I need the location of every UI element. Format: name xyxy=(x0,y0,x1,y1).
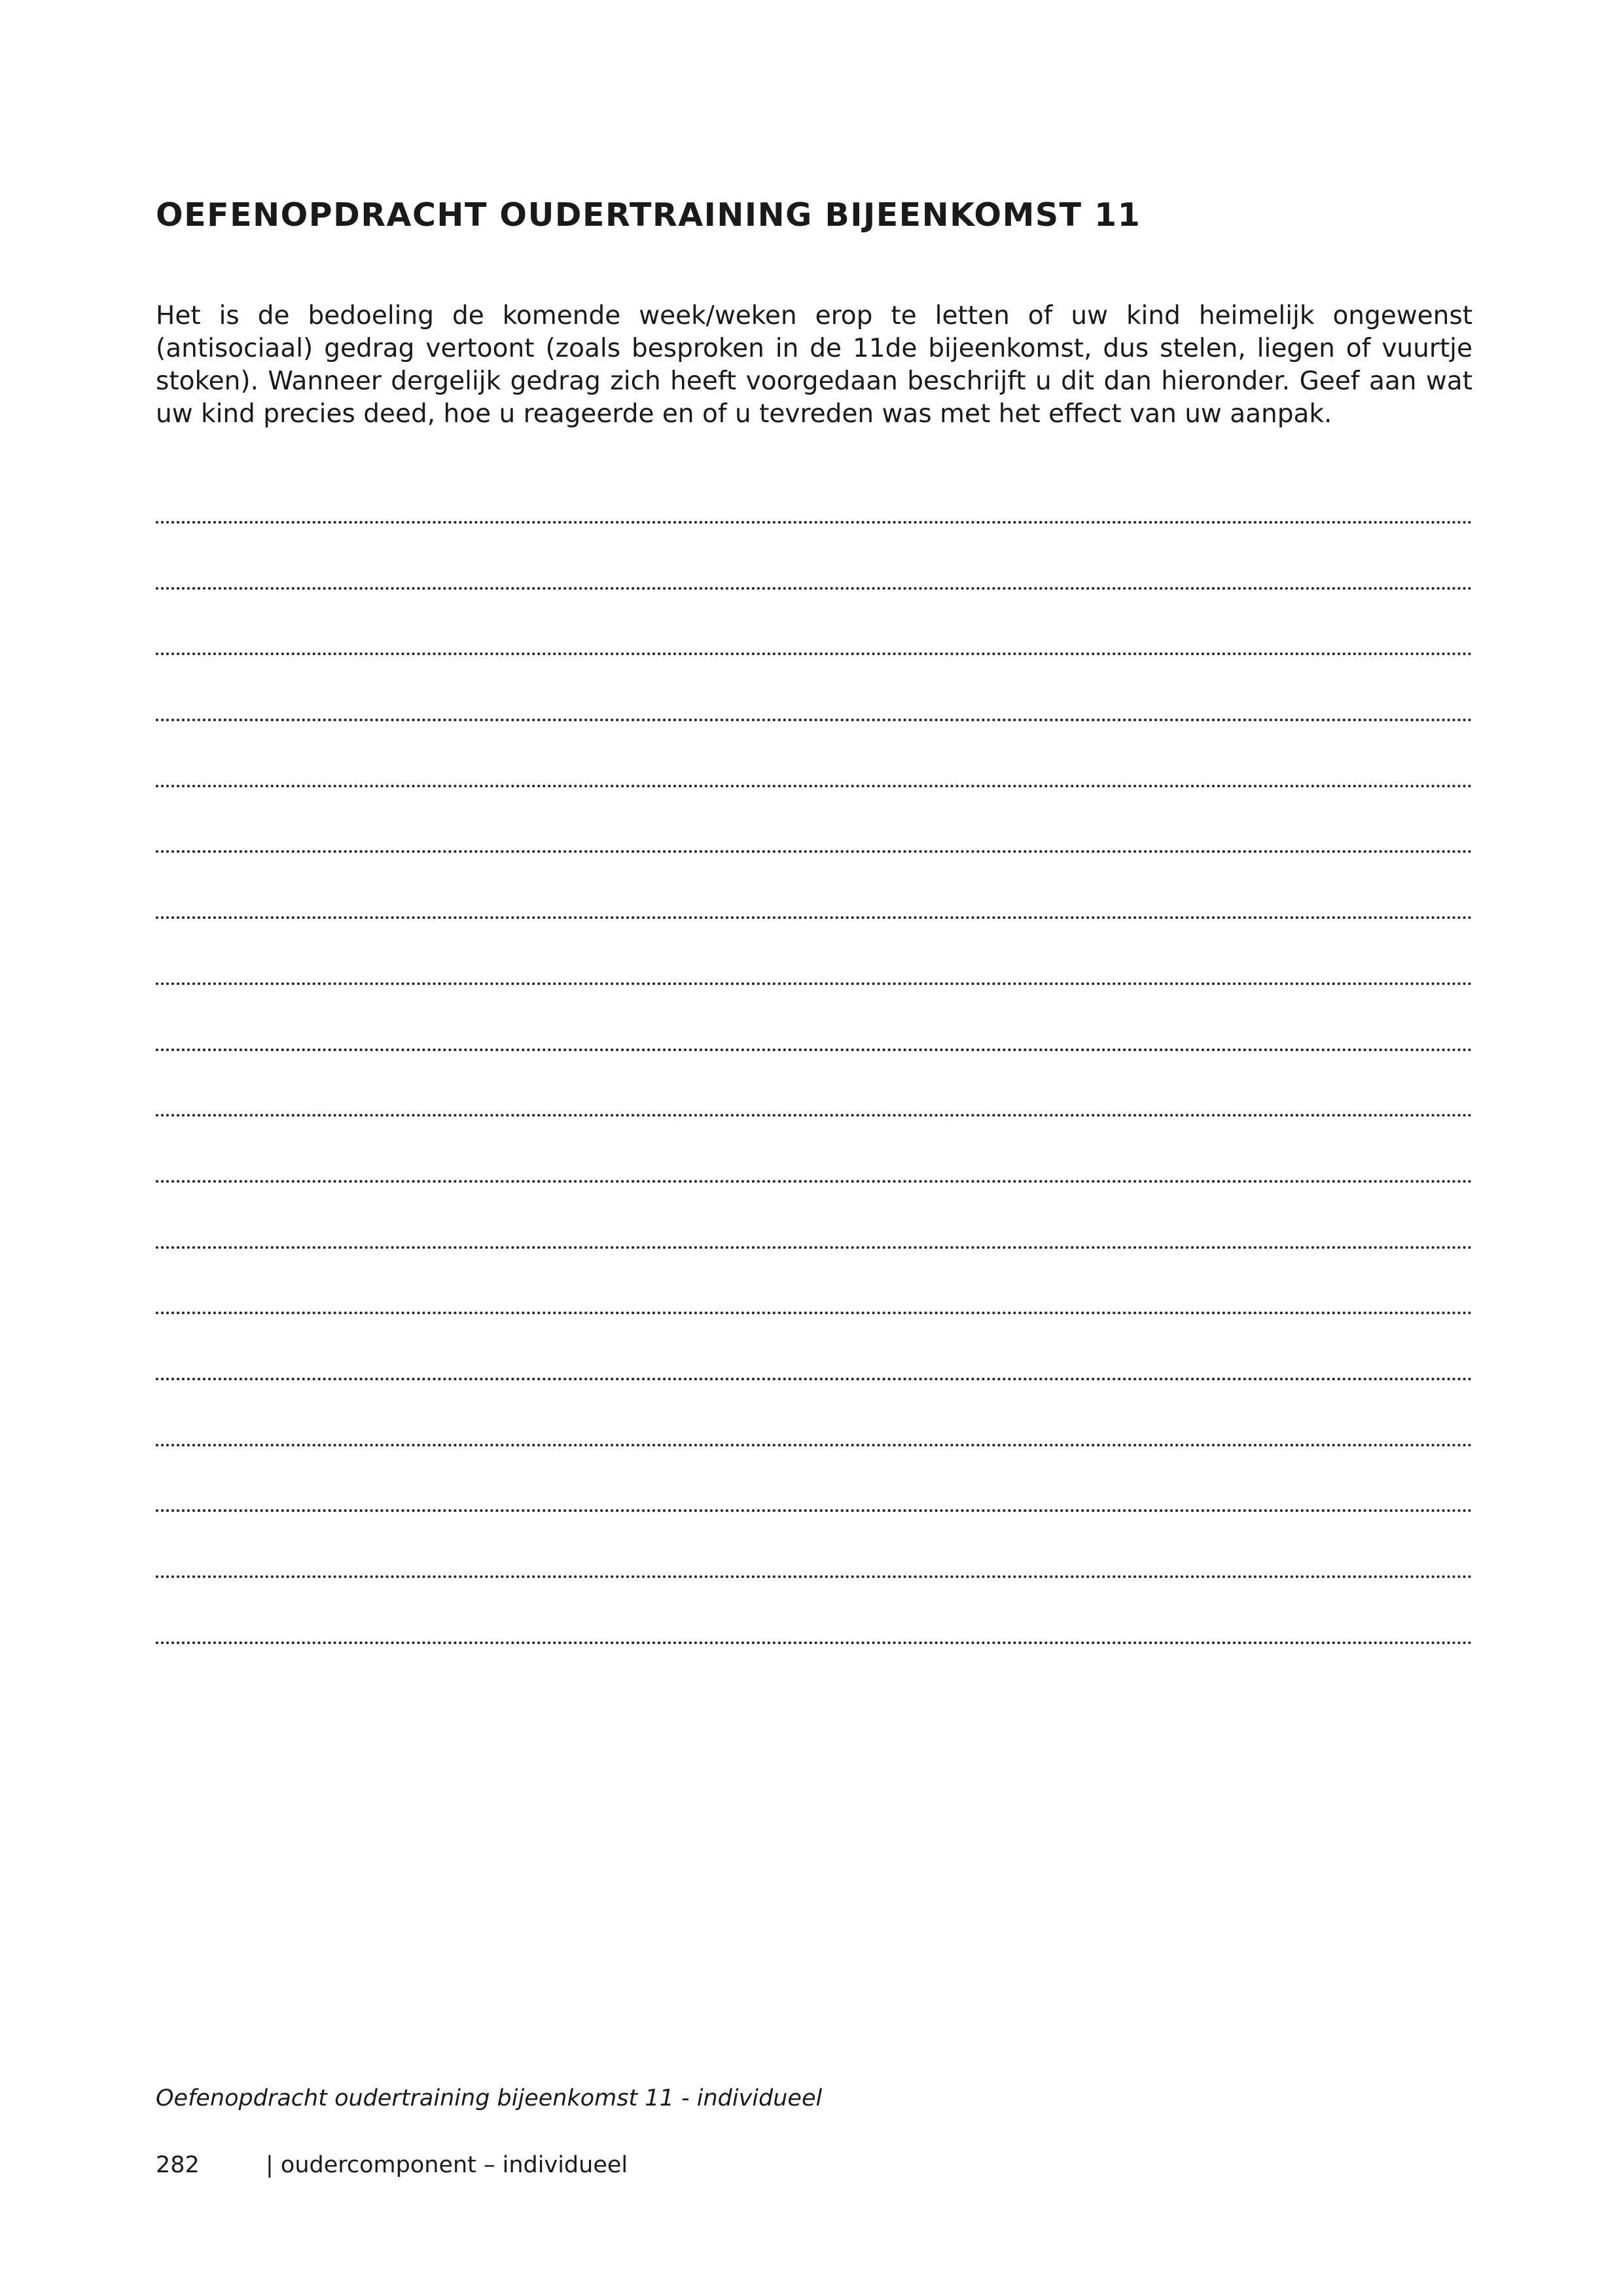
answer-line[interactable] xyxy=(156,702,1472,768)
answer-line[interactable] xyxy=(156,1558,1472,1624)
answer-line[interactable] xyxy=(156,1624,1472,1691)
running-head: | oudercomponent – individueel xyxy=(266,2152,628,2178)
answer-line[interactable] xyxy=(156,636,1472,702)
page-number: 282 xyxy=(156,2152,200,2178)
answer-line[interactable] xyxy=(156,899,1472,965)
page-caption: Oefenopdracht oudertraining bijeenkomst 11 - individueel xyxy=(156,2085,823,2111)
answer-line[interactable] xyxy=(156,1031,1472,1098)
answer-line[interactable] xyxy=(156,1427,1472,1493)
intro-paragraph: Het is de bedoeling de komende week/weken erop te letten of uw kind heimelijk ongewenst (antisociaal) gedrag vertoont (zoals besproken in de 11de bijeenkomst, dus stelen, liegen of vuurtje stoken). Wanneer dergelijk gedrag zich heeft voorgedaan beschrijft u dit dan hieronder. Geef aan wat uw kind precies deed, hoe u reageerde en of u tevreden was met het effect van uw aanpak. xyxy=(156,301,1472,429)
answer-line[interactable] xyxy=(156,1097,1472,1163)
answer-line[interactable] xyxy=(156,965,1472,1031)
answer-line[interactable] xyxy=(156,570,1472,636)
answer-line[interactable] xyxy=(156,1361,1472,1427)
answer-line[interactable] xyxy=(156,1492,1472,1558)
answer-line[interactable] xyxy=(156,504,1472,570)
answer-line[interactable] xyxy=(156,833,1472,899)
page-title: OEFENOPDRACHT OUDERTRAINING BIJEENKOMST 11 xyxy=(156,196,1141,234)
answer-area[interactable] xyxy=(156,504,1472,1690)
answer-line[interactable] xyxy=(156,1163,1472,1229)
answer-line[interactable] xyxy=(156,1295,1472,1361)
answer-line[interactable] xyxy=(156,768,1472,834)
answer-line[interactable] xyxy=(156,1229,1472,1295)
